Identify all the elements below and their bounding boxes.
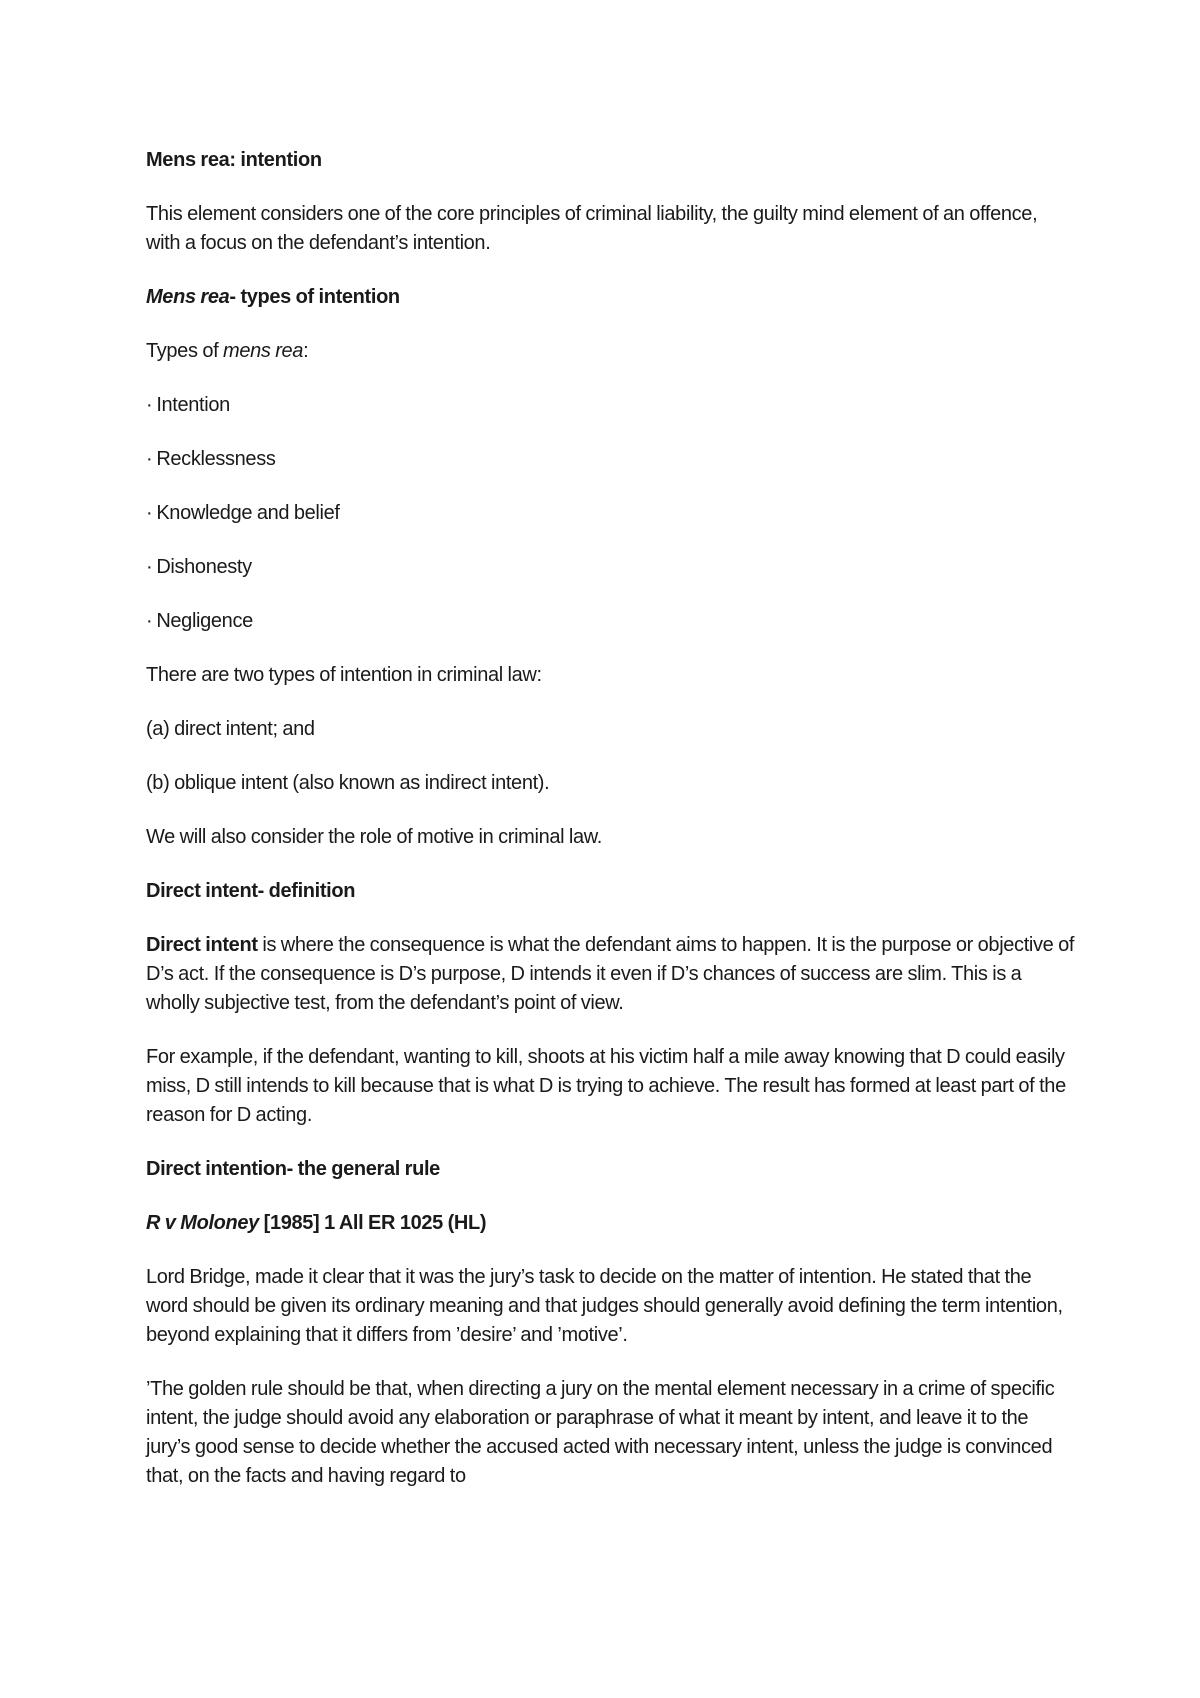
case-citation-heading bbox=[146, 1209, 1076, 1238]
direct-intent-definition-heading: Direct intent- definition bbox=[146, 880, 356, 902]
list-item bbox=[146, 607, 1076, 636]
general-rule-heading: Direct intention- the general rule bbox=[146, 1158, 440, 1180]
types-of-italic: mens rea bbox=[223, 340, 304, 362]
list-item-label: Knowledge and belief bbox=[156, 502, 340, 524]
list-item-label: Negligence bbox=[156, 610, 253, 632]
document-page bbox=[146, 146, 1076, 1516]
types-of-intention-heading bbox=[146, 283, 1076, 312]
types-heading-rest: - types of intention bbox=[229, 286, 400, 308]
document-title: Mens rea: intention bbox=[146, 149, 322, 171]
golden-rule-quote: ’The golden rule should be that, when directing a jury on the mental element necessary in a crime of specific intent, the judge should avoid any elaboration or paraphrase of what it meant by intent, and leave it to the jury’s good sense to decide whether the accused acted with necessary intent, unless the judge is convinced that, on the facts and having regard to bbox=[146, 1378, 1055, 1487]
bullet-icon: · bbox=[146, 502, 153, 524]
case-citation: [1985] 1 All ER 1025 (HL) bbox=[258, 1212, 487, 1234]
list-item bbox=[146, 553, 1076, 582]
types-heading-italic: Mens rea bbox=[146, 286, 230, 308]
list-item-label: Dishonesty bbox=[156, 556, 252, 578]
lord-bridge-paragraph: Lord Bridge, made it clear that it was the jury’s task to decide on the matter of intention. He stated that the word should be given its ordinary meaning and that judges should generally avoid defining the term intention, beyond explaining that it differs from ’desire’ and ’motive’. bbox=[146, 1266, 1063, 1346]
case-name: R v Moloney bbox=[146, 1212, 259, 1234]
bullet-icon: · bbox=[146, 556, 153, 578]
list-item-label: Intention bbox=[156, 394, 230, 416]
list-item-label: Recklessness bbox=[156, 448, 276, 470]
types-of-mens-rea-line bbox=[146, 337, 1076, 366]
example-paragraph: For example, if the defendant, wanting to kill, shoots at his victim half a mile away knowing that D could easily miss, D still intends to kill because that is what D is trying to achieve. The result has formed at least part of the reason for D acting. bbox=[146, 1046, 1066, 1126]
types-of-suffix: : bbox=[303, 340, 309, 362]
direct-intent-term: Direct intent bbox=[146, 934, 258, 956]
two-types-paragraph: There are two types of intention in criminal law: bbox=[146, 664, 542, 686]
list-item bbox=[146, 391, 1076, 420]
motive-note: We will also consider the role of motive in criminal law. bbox=[146, 826, 602, 848]
list-item bbox=[146, 499, 1076, 528]
bullet-icon: · bbox=[146, 610, 153, 632]
type-a-item: (a) direct intent; and bbox=[146, 718, 315, 740]
bullet-icon: · bbox=[146, 394, 153, 416]
types-of-prefix: Types of bbox=[146, 340, 224, 362]
bullet-icon: · bbox=[146, 448, 153, 470]
direct-intent-definition-paragraph bbox=[146, 931, 1076, 1018]
intro-paragraph: This element considers one of the core principles of criminal liability, the guilty mind element of an offence, with a focus on the defendant’s intention. bbox=[146, 203, 1038, 254]
type-b-item: (b) oblique intent (also known as indirect intent). bbox=[146, 772, 550, 794]
list-item bbox=[146, 445, 1076, 474]
direct-intent-definition-text: is where the consequence is what the defendant aims to happen. It is the purpose or objective of D’s act. If the consequence is D’s purpose, D intends it even if D’s chances of success are slim. This is a wholly subjective test, from the defendant’s point of view. bbox=[146, 934, 1075, 1014]
